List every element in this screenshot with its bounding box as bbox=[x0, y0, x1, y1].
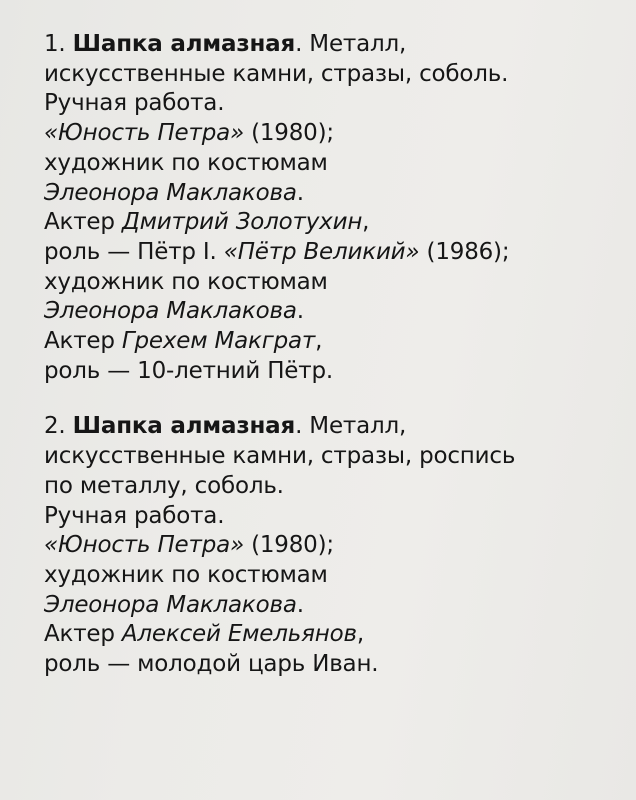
entry-1-film-1-year: (1980); bbox=[243, 120, 334, 147]
entry-1-actor-2: Грехем Макграт bbox=[121, 328, 316, 355]
entry-2-film-1-year: (1980); bbox=[243, 532, 334, 559]
entry-1-film-1-line bbox=[44, 119, 624, 149]
entry-1-actor-2-line bbox=[44, 327, 624, 357]
entry-2-handmade: Ручная работа. bbox=[44, 502, 225, 529]
entry-2-line1-rest: . Металл, bbox=[295, 413, 407, 440]
entry-1-role-2: роль — 10-летний Пётр. bbox=[44, 357, 333, 384]
entry-2-materials: искусственные камни, стразы, роспись bbox=[44, 443, 516, 470]
entry-2-actor-prefix-1: Актер bbox=[44, 621, 122, 648]
entry-2 bbox=[44, 412, 624, 679]
entry-2-title: Шапка алмазная bbox=[72, 413, 296, 440]
entry-1-designer-2-line bbox=[44, 297, 624, 327]
entry-2-actor-end-1: , bbox=[356, 621, 364, 648]
entry-2-number: 2. bbox=[44, 413, 66, 440]
entry-2-film-1-title: «Юность Петра» bbox=[44, 532, 244, 559]
entry-1-role-film-2-line bbox=[44, 238, 624, 268]
entry-1-materials: искусственные камни, стразы, соболь. bbox=[44, 60, 509, 87]
entry-1-actor-end-1: , bbox=[362, 209, 370, 236]
entry-2-designer-end-1: . bbox=[296, 591, 304, 618]
entry-1-designer-role-1: художник по костюмам bbox=[44, 149, 328, 176]
entry-1-designer-name-2: Элеонора Маклакова bbox=[44, 298, 297, 325]
entry-1-designer-1-line bbox=[44, 179, 624, 209]
entry-1-designer-role-2: художник по костюмам bbox=[44, 268, 328, 295]
entry-2-actor-1: Алексей Емельянов bbox=[121, 621, 357, 648]
entry-1 bbox=[44, 30, 624, 386]
entry-1-actor-prefix-2: Актер bbox=[44, 328, 122, 355]
entry-1-film-2-title: «Пётр Великий» bbox=[223, 238, 420, 265]
exhibit-label-text bbox=[44, 30, 624, 680]
entry-2-actor-1-line bbox=[44, 620, 624, 650]
entry-1-film-2-year: (1986); bbox=[419, 238, 510, 265]
entry-1-handmade: Ручная работа. bbox=[44, 90, 225, 117]
entry-1-designer-end-1: . bbox=[296, 179, 304, 206]
entry-1-designer-name-1: Элеонора Маклакова bbox=[44, 179, 297, 206]
entry-2-role-1: роль — молодой царь Иван. bbox=[44, 651, 379, 678]
entry-1-heading-line bbox=[44, 30, 624, 60]
entry-1-actor-end-2: , bbox=[315, 328, 323, 355]
entry-2-heading-line bbox=[44, 412, 624, 442]
entry-2-materials-2: по металлу, соболь. bbox=[44, 472, 284, 499]
entry-1-number: 1. bbox=[44, 31, 66, 57]
entry-1-actor-1-line bbox=[44, 208, 624, 238]
entry-1-film-1-title: «Юность Петра» bbox=[44, 120, 244, 147]
entry-1-actor-prefix-1: Актер bbox=[44, 209, 122, 236]
entry-1-line1-rest: . Металл, bbox=[295, 31, 407, 57]
entry-1-actor-1: Дмитрий Золотухин bbox=[121, 209, 363, 236]
entry-1-role-prefix-1: роль — Пётр I. bbox=[44, 238, 224, 265]
entry-2-designer-1-line bbox=[44, 591, 624, 621]
entry-1-designer-end-2: . bbox=[296, 298, 304, 325]
entry-2-designer-role-1: художник по костюмам bbox=[44, 561, 328, 588]
entry-2-designer-name-1: Элеонора Маклакова bbox=[44, 591, 297, 618]
entry-2-film-1-line bbox=[44, 531, 624, 561]
entry-1-title: Шапка алмазная bbox=[72, 31, 296, 57]
